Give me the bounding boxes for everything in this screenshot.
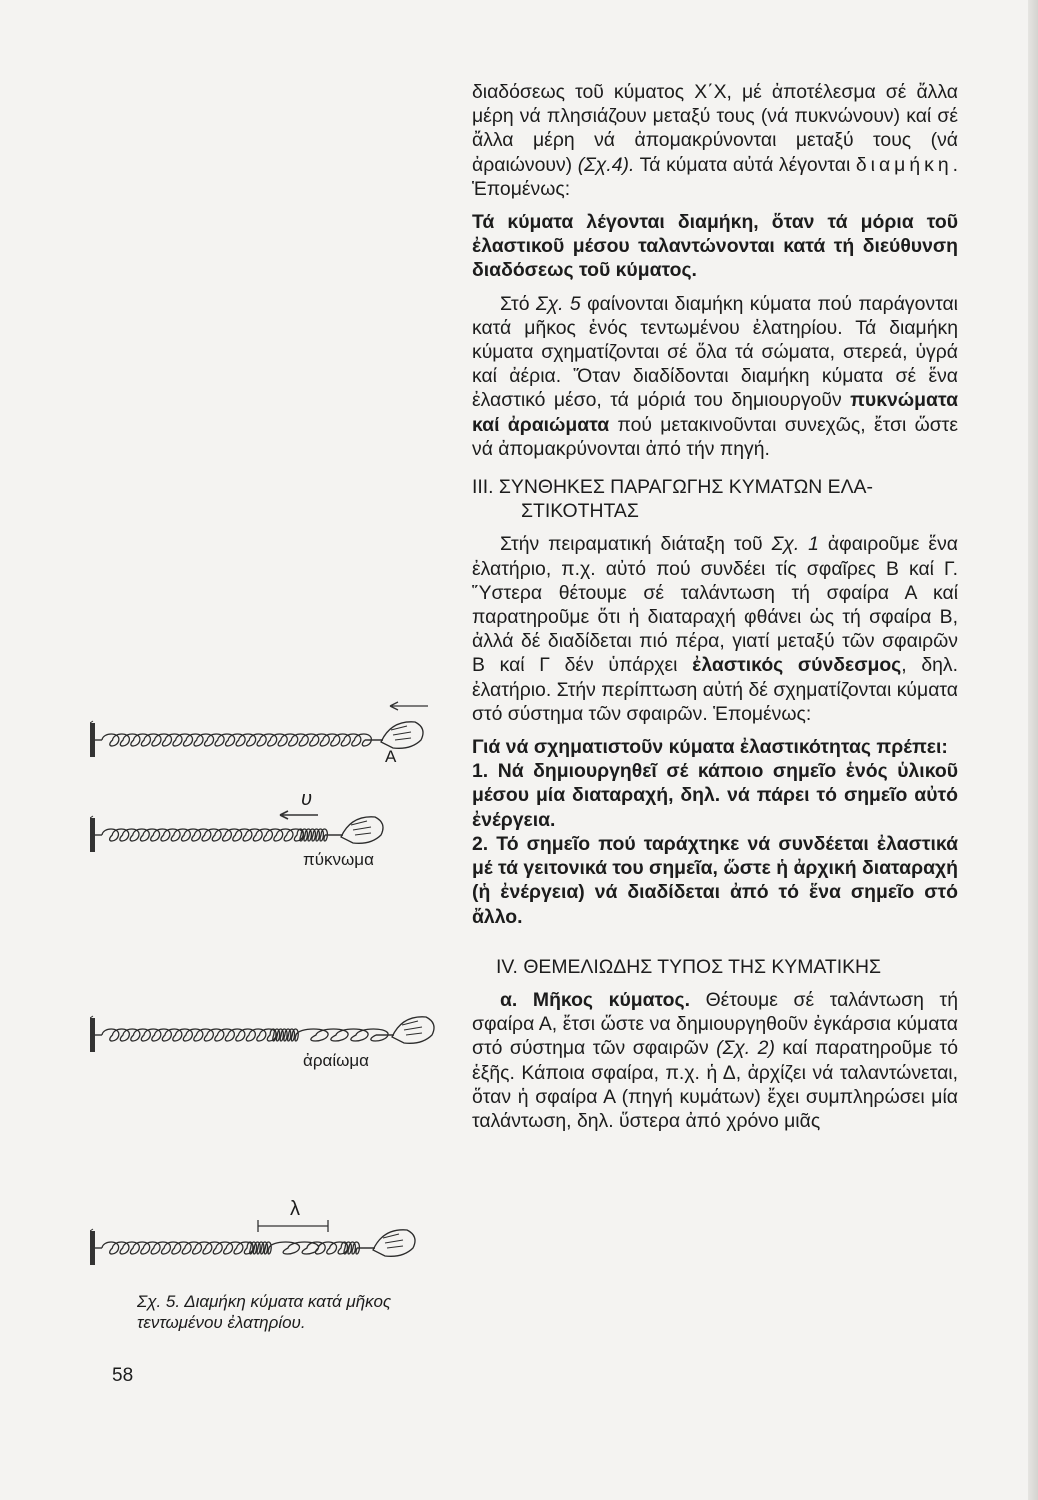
hand-fingers xyxy=(383,1234,403,1248)
figure-ref: (Σχ.4). xyxy=(577,153,635,176)
paragraph-wavelength xyxy=(472,988,958,1133)
hand-fingers xyxy=(351,821,371,835)
text: Τά κύματα αὐτά λέγονται xyxy=(634,153,856,176)
label-rarefaction: ἀραίωμα xyxy=(303,1051,369,1070)
bold-term: ἐλαστικός σύνδεσμος xyxy=(692,654,902,677)
text: διαδόσεως τοῦ κύματος Χ΄Χ, μέ ἀποτέλεσμα σέ ἄλλα μέρη νά πλησιάζουν μεταξύ τους (νά πυκνώνουν) καί σέ ἄλλα μέρη νά ἀπομακρύνονται μεταξύ τους (νά ἀραιώνουν) xyxy=(472,81,958,176)
hand-icon xyxy=(341,817,383,844)
figure-springs xyxy=(90,690,460,1330)
bold-term: πυκνώματα καί ἀραιώματα xyxy=(472,389,958,436)
wall xyxy=(90,818,95,852)
heading-line: ΣΤΙΚΟΤΗΤΑΣ xyxy=(521,500,639,523)
figure-caption: Σχ. 5. Διαμήκη κύματα κατά μῆκος τεντωμένου ἐλατηρίου. xyxy=(137,1292,392,1332)
heading-line: ΙΙΙ. ΣΥΝΘΗΚΕΣ ΠΑΡΑΓΩΓΗΣ ΚΥΜΑΤΩΝ ΕΛΑ- xyxy=(472,476,873,499)
hand-icon xyxy=(373,1230,415,1257)
page-edge xyxy=(1028,0,1038,1500)
text-column xyxy=(472,80,958,1133)
wall xyxy=(90,723,95,757)
hand-icon xyxy=(392,1017,434,1044)
figure-ref: Σχ. 1 xyxy=(771,533,819,556)
wall xyxy=(90,1231,95,1265)
label-A: Α xyxy=(385,747,397,766)
text: , δηλ. ἐλατήριο. Στήν περίπτωση αὐτή δέ σχηματίζονται κύματα στό σύστημα τῶν σφαιρῶν. Ἑπομένως: xyxy=(472,654,958,725)
heading-section-3 xyxy=(472,475,958,523)
heading-section-4: IV. ΘΕΜΕΛΙΩΔΗΣ ΤΥΠΟΣ ΤΗΣ ΚΥΜΑΤΙΚΗΣ xyxy=(496,955,882,978)
hand-fingers xyxy=(402,1021,422,1035)
wavelength-marker xyxy=(258,1220,328,1232)
text: Θέτουμε σέ ταλάντωση τή σφαίρα Α, ἔτσι ὥστε να δημιουργηθοῦν ἐγκάρσια κύματα στό σύστημα τῶν σφαιρῶν xyxy=(472,988,958,1060)
bold-term: α. Μῆκος κύματος. xyxy=(500,988,690,1011)
label-compression: πύκνωμα xyxy=(303,850,374,869)
figure-ref: Σχ. 5 xyxy=(535,292,581,315)
text: πού μετακινοῦνται συνεχῶς, ἔτσι ὥστε νά ἀπομακρύνονται ἀπό τήν πηγή. xyxy=(472,413,958,460)
condition-1: 1. Νά δημιουργηθεῖ σέ κάποιο σημεῖο ἑνός ὑλικοῦ μέσου μία διαταραχή, δηλ. νά πάρει τό σημεῖο αὐτό ἐνέργεια. xyxy=(472,760,958,831)
spaced-term: διαμήκη xyxy=(855,153,953,176)
spring-coil xyxy=(102,734,371,746)
spring-coil xyxy=(102,829,327,841)
text: . Ἑπομένως: xyxy=(472,153,958,200)
paragraph-fig5 xyxy=(472,292,958,461)
label-velocity: υ xyxy=(301,788,312,810)
text: φαίνονται διαμήκη κύματα πού παράγονται κατά μῆκος ἑνός τεντωμένου ἐλατηρίου. Τά διαμήκη κύματα σχηματίζονται σέ ὅλα τά σώματα, στερεά, ὑγρά καί ἀέρια. Ὅταν διαδίδονται διαμήκη κύματα σέ ἕνα ἐλαστικό μέσο, τά μόριά του δημιουργοῦν xyxy=(472,292,958,412)
spring-coil xyxy=(102,1242,359,1254)
hand-fingers xyxy=(391,726,411,740)
definition-longitudinal: Τά κύματα λέγονται διαμήκη, ὅταν τά μόρια τοῦ ἐλαστικοῦ μέσου ταλαντώνονται κατά τή διεύθυνση διαδόσεως τοῦ κύματος. xyxy=(472,211,958,282)
label-wavelength: λ xyxy=(290,1198,300,1220)
hand-icon xyxy=(381,722,423,749)
arrow-left-icon xyxy=(390,702,428,710)
paragraph-experiment xyxy=(472,532,958,726)
conditions-intro: Γιά νά σχηματιστοῦν κύματα ἐλαστικότητας πρέπει: xyxy=(472,736,948,759)
velocity-arrow-icon xyxy=(280,811,318,819)
text: ἀφαιροῦμε ἕνα ἐλατήριο, π.χ. αὐτό πού συνδέει τίς σφαῖρες Β καί Γ. Ὕστερα θέτουμε σέ ταλάντωση τή σφαίρα Α καί παρατηροῦμε ὅτι ἡ διαταραχή φθάνει ὡς τή σφαίρα Β, ἀλλά δέ διαδίδεται πιό πέρα, γιατί μεταξύ τῶν σφαιρῶν Β καί Γ δέν ὑπάρχει xyxy=(472,533,958,677)
condition-2: 2. Τό σημεῖο πού ταράχτηκε νά συνδέεται ἐλαστικά μέ τά γειτονικά του σημεῖα, ὥστε ἡ ἀρχική διαταραχή (ἡ ἐνέργεια) νά διαδίδεται ἀπό τό ἕνα σημεῖο στό ἄλλο. xyxy=(472,832,958,928)
text: καί παρατηροῦμε τό ἑξῆς. Κάποια σφαίρα, π.χ. ἡ Δ, ἀρχίζει νά ταλαντώνεται, ὅταν ἡ σφαίρα Α (πηγή κυμάτων) ἔχει συμπληρώσει μία ταλάντωση, δηλ. ὕστερα ἀπό χρόνο μιᾶς xyxy=(472,1037,958,1132)
spring-coil xyxy=(102,1029,388,1041)
text: Στό xyxy=(500,292,536,315)
page-number: 58 xyxy=(112,1365,134,1386)
figure-ref: (Σχ. 2) xyxy=(716,1037,775,1060)
wall xyxy=(90,1018,95,1052)
paragraph-intro xyxy=(472,80,958,201)
text: Στήν πειραματική διάταξη τοῦ xyxy=(500,533,772,556)
springs-drawing xyxy=(90,690,460,1330)
